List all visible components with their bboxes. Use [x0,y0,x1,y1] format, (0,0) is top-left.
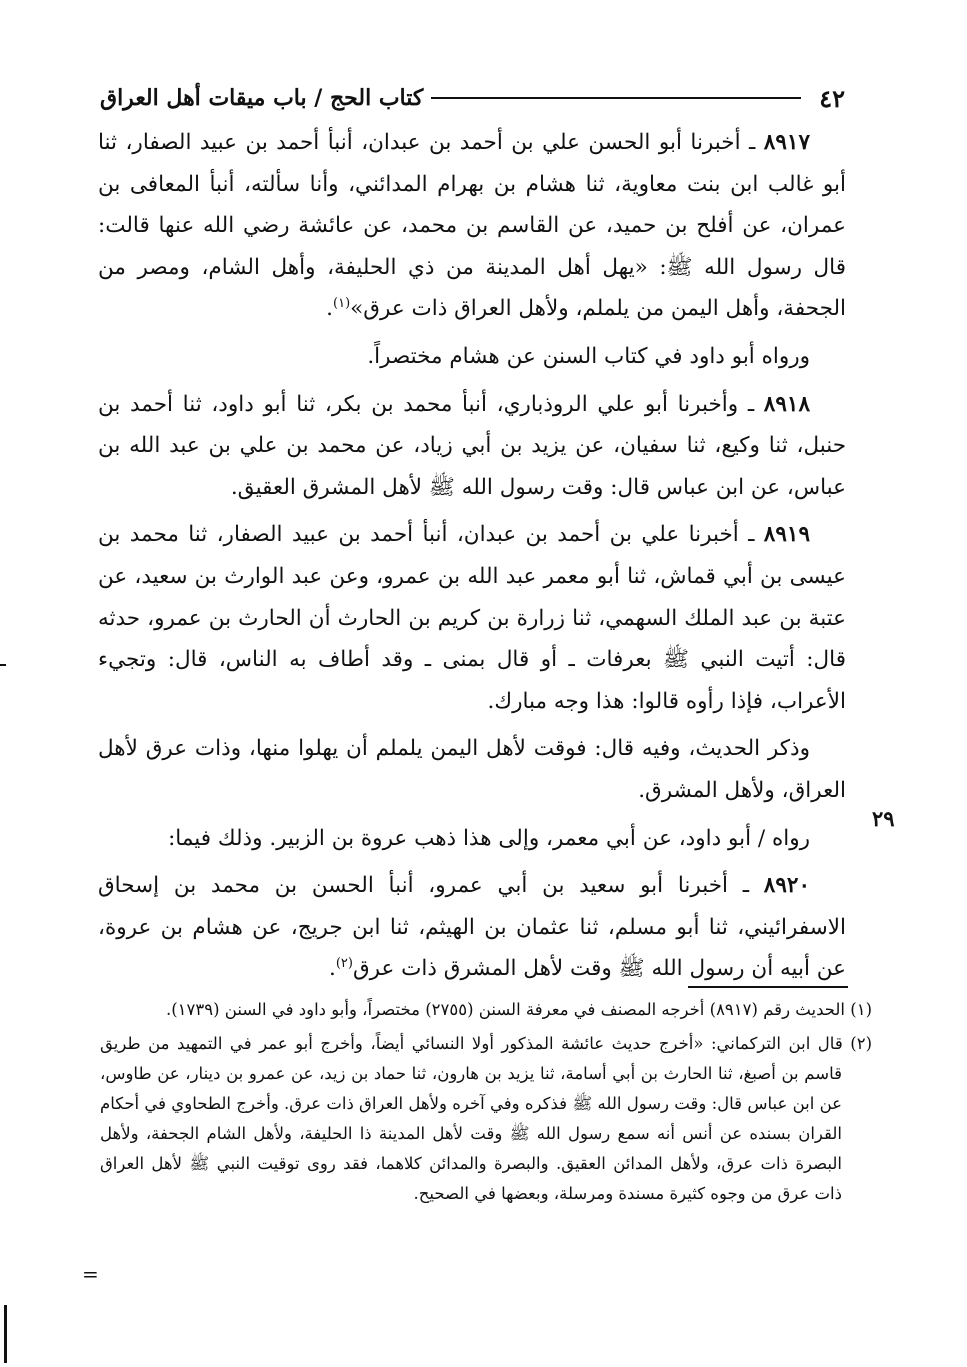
sentence-end: . [328,956,336,982]
hadith-number: ٨٩١٧ [763,130,810,155]
running-title: كتاب الحج / باب ميقات أهل العراق [100,85,424,111]
footnote-text: الحديث رقم (٨٩١٧) أخرجه المصنف في معرفة السنن (٢٧٥٥) مختصراً، وأبو داود في السنن (١٧٣٩). [165,1000,845,1019]
page-number: ٤٢ [819,83,845,113]
margin-volume-page-number: ٢٩ [872,806,895,831]
hadith-paragraph [98,384,846,509]
page-header [100,78,845,118]
hadith-number: ٨٩١٨ [763,391,810,417]
main-text [98,122,846,996]
hadith-paragraph [98,514,846,722]
hadith-text: ـ أخبرنا علي بن أحمد بن عبدان، أنبأ أحمد بن عبيد الصفار، ثنا محمد بن عيسى بن أبي قماش، ثنا أبو معمر عبد الله بن عمرو، وعن عبد الوارث بن سعيد، عن عتبة بن عبد الملك السهمي، ثنا زرارة بن كريم بن الحارث أن الحارث بن عمرو، حدثه قال: أتيت النبي ﷺ بعرفات ـ أو قال بمنى ـ وقد أطاف به الناس، قال: وتجيء الأعراب، فإذا رأوه قالوا: هذا وجه مبارك. [98,522,846,714]
commentary-text: وذكر الحديث، وفيه قال: فوقت لأهل اليمن يلملم أن يهلوا منها، وذات عرق لأهل العراق، ولأهل المشرق. [98,736,846,803]
commentary-paragraph [98,728,846,811]
footnote-separator [688,986,848,988]
commentary-text: رواه / أبو داود، عن أبي معمر، وإلى هذا ذهب عروة بن الزبير. وذلك فيما: [168,825,810,851]
hadith-text: ـ أخبرنا أبو سعيد بن أبي عمرو، أنبأ الحسن بن محمد بن إسحاق الاسفرائيني، ثنا أبو مسلم، ثنا عثمان بن الهيثم، ثنا ابن جريج، عن هشام بن عروة، عن أبيه أن رسول الله ﷺ وقت لأهل المشرق ذات عرق [98,873,846,982]
footnote-mark: (٢) [850,1034,872,1053]
header-rule [431,97,801,99]
commentary-paragraph [98,336,846,378]
hadith-paragraph [98,122,846,330]
hadith-number: ٨٩١٩ [763,522,810,548]
scan-edge-mark [4,1305,7,1363]
footnote-mark: (١) [850,1000,872,1019]
sentence-end: . [326,296,333,322]
hadith-number: ٨٩٢٠ [763,873,810,899]
continuation-mark: = [82,1262,99,1286]
hadith-text: ـ وأخبرنا أبو علي الروذباري، أنبأ محمد بن بكر، ثنا أبو داود، ثنا أحمد بن حنبل، ثنا وكيع، ثنا سفيان، عن يزيد بن أبي زياد، عن محمد بن علي بن عبد الله بن عباس، عن ابن عباس قال: وقت رسول الله ﷺ لأهل المشرق العقيق. [98,391,846,500]
footnotes [100,995,872,1213]
hadith-text: ـ أخبرنا أبو الحسن علي بن أحمد بن عبدان، أنبأ أحمد بن عبيد الصفار، ثنا أبو غالب ابن بنت معاوية، ثنا هشام بن بهرام المدائني، وأنا سألته، أنبأ المعافى بن عمران، عن أفلح بن حميد، عن القاسم بن محمد، عن عائشة رضي الله عنها قالت: قال رسول الله ﷺ: «يهل أهل المدينة من ذي الحليفة، وأهل الشام، ومصر من الجحفة، وأهل اليمن من يلملم، ولأهل العراق ذات عرق» [98,130,846,322]
footnote-text: قال ابن التركماني: «أخرج حديث عائشة المذكور أولا النسائي أيضاً، وأخرج أبو عمر في التمهيد من طريق قاسم بن أصبغ، ثنا الحارث بن أبي أسامة، ثنا يزيد بن هارون، ثنا حماد بن زيد، عن عمرو بن دينار، عن طاوس، عن ابن عباس قال: وقت رسول الله ﷺ فذكره وفي آخره ولأهل العراق ذات عرق. وأخرج الطحاوي في أحكام القران بسنده عن أنس أنه سمع رسول الله ﷺ وقت لأهل المدينة ذا الحليفة، ولأهل الشام الجحفة، ولأهل البصرة ذات عرق، ولأهل المدائن العقيق. والبصرة والمدائن كلاهما، فقد روى توقيت النبي ﷺ لأهل العراق ذات عرق من وجوه كثيرة مسندة ومرسلة، وبعضها في الصحيح. [100,1034,843,1203]
hadith-paragraph [98,865,846,990]
footnote [100,995,872,1025]
footnote-reference: (٢) [335,956,353,972]
footnote [100,1029,872,1209]
footnote-reference: (١) [333,296,351,312]
commentary-paragraph [98,818,846,860]
margin-tick [0,664,6,666]
commentary-text: ورواه أبو داود في كتاب السنن عن هشام مختصراً. [367,343,810,369]
